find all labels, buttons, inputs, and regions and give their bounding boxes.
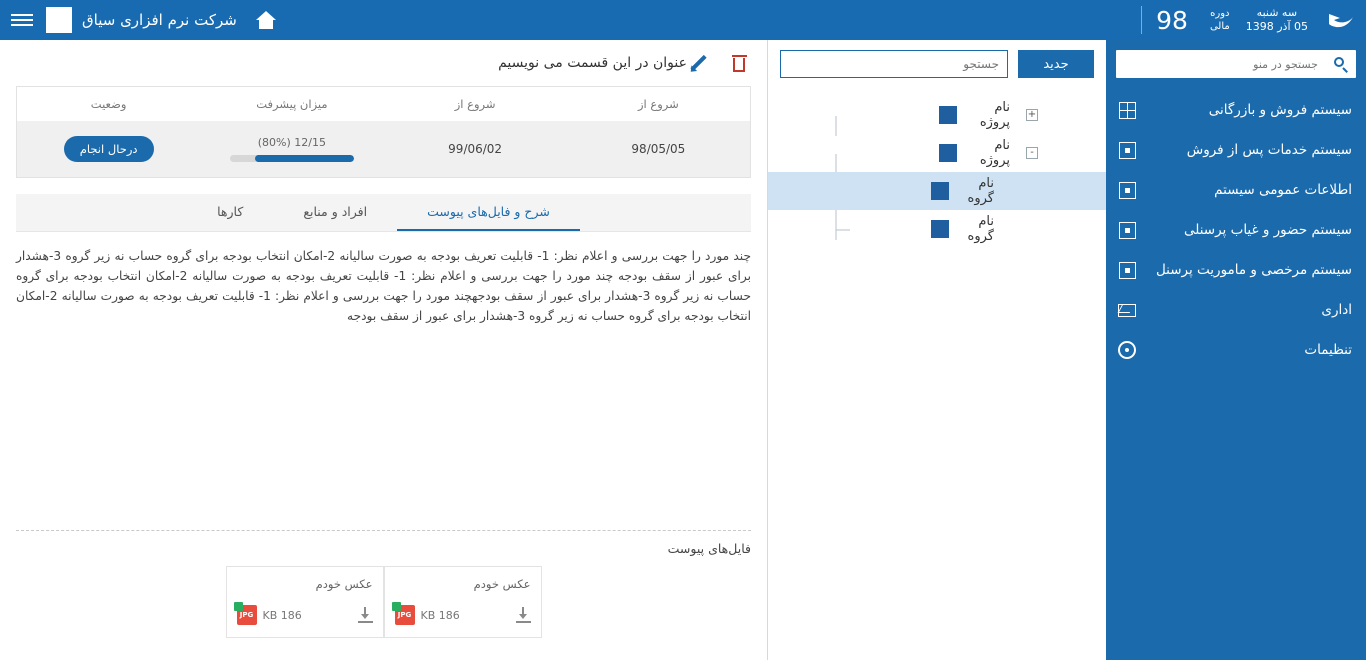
description-text: چند مورد را جهت بررسی و اعلام نظر: 1- قابلیت تعریف بودجه به صورت سالیانه 2-امکان انتخاب بودجه برای گروه حساب نه زیر گروه 3-هشدار برای عبور از سقف بودجه چند مورد را جهت بررسی و اعلام نظر: 1- قابلیت تعریف بودجه به صورت سالیانه 2-امکان انتخاب بودجه برای گروه حساب نه زیر گروه 3-هشدار برای عبور از سقف بودجهچند مورد را جهت بررسی و اعلام نظر: 1- قابلیت تعریف بودجه به صورت سالیانه 2-امکان انتخاب بودجه برای گروه حساب نه زیر گروه 3-هشدار برای عبور از سقف بودجه (16, 249, 752, 323)
attachments-header (16, 530, 751, 556)
divider (1141, 6, 1142, 34)
brand-area (44, 0, 243, 40)
box-dot-icon (1116, 179, 1138, 201)
delete-button[interactable] (727, 51, 751, 75)
edit-button[interactable] (687, 51, 711, 75)
sidebar-item-label: اطلاعات عمومی سیستم (1214, 182, 1352, 198)
status-badge: درحال انجام (64, 136, 154, 162)
tree-item-label: نام پروژه (979, 100, 1010, 130)
jpg-file-icon: JPG (395, 605, 415, 625)
content-tabs (16, 194, 751, 232)
period-number: 98 (1156, 5, 1188, 35)
attachment-name: عکس خودم (473, 577, 531, 591)
tree-row[interactable] (768, 210, 1106, 248)
tree-item-label: نام پروژه (979, 138, 1010, 168)
top-bar (0, 0, 1366, 40)
tree-expand-toggle[interactable]: + (1027, 109, 1037, 120)
sidebar (1106, 40, 1366, 660)
brand-logo-icon (46, 7, 72, 33)
envelope-icon (1116, 299, 1138, 321)
tab-tasks[interactable]: کارها (217, 204, 244, 219)
tree-item-chip (939, 106, 957, 124)
hamburger-icon (11, 11, 33, 29)
tree-row[interactable] (768, 96, 1106, 134)
attachment-size: 186 KB (420, 608, 460, 622)
progress-cell (200, 136, 383, 162)
summary-body-row (17, 121, 750, 177)
attachment-list (16, 566, 751, 638)
pencil-icon (690, 54, 708, 72)
home-icon (255, 11, 277, 29)
sidebar-item-label: سیستم خدمات پس از فروش (1186, 142, 1352, 158)
period-line1: دوره (1210, 8, 1230, 19)
search-icon (1326, 50, 1356, 78)
tree-collapse-toggle[interactable]: - (1026, 147, 1038, 159)
attachment-card[interactable] (226, 566, 384, 638)
sidebar-search[interactable] (1116, 50, 1356, 78)
fiscal-period-label (1202, 7, 1238, 33)
tree-item-label: نام گروه (967, 214, 994, 244)
sidebar-search-input[interactable] (1116, 51, 1326, 77)
attachment-card[interactable] (384, 566, 542, 638)
app-logo (1316, 0, 1366, 40)
start-date-2: 99/06/02 (448, 142, 503, 156)
sidebar-item-leave-mission[interactable] (1106, 250, 1366, 290)
header-actions (687, 51, 751, 75)
sidebar-item-label: سیستم حضور و غیاب پرسنلی (1184, 222, 1352, 238)
date-weekday: سه شنبه (1256, 6, 1298, 19)
attachment-row (237, 605, 373, 625)
page-title: عنوان در این قسمت می نویسیم (498, 55, 687, 71)
sidebar-item-label: سیستم مرخصی و ماموریت پرسنل (1155, 262, 1352, 278)
period-date-group (1141, 0, 1316, 40)
sidebar-item-attendance[interactable] (1106, 210, 1366, 250)
column-header-progress: میزان پیشرفت (256, 97, 328, 111)
tree-item-chip (939, 144, 957, 162)
project-tree (768, 88, 1106, 248)
sidebar-item-administrative[interactable] (1106, 290, 1366, 330)
progress-fill (255, 155, 354, 162)
hamburger-menu-button[interactable] (0, 0, 44, 40)
summary-card (16, 86, 751, 178)
tree-item-chip (931, 220, 949, 238)
column-header-start-2: شروع از (454, 97, 496, 111)
period-line2: مالی (1209, 21, 1230, 32)
progress-label: 12/15 (80%) (257, 136, 326, 149)
tree-item-label: نام گروه (967, 176, 994, 206)
tree-item-chip (931, 182, 949, 200)
tree-search-input[interactable] (781, 51, 1007, 77)
home-button[interactable] (243, 0, 289, 40)
status-cell (17, 136, 200, 162)
start-date-1: 98/05/05 (631, 142, 686, 156)
box-dot-icon (1116, 259, 1138, 281)
tree-toolbar (768, 40, 1106, 88)
download-icon[interactable] (516, 607, 531, 623)
download-icon[interactable] (358, 607, 373, 623)
sidebar-item-after-sales[interactable] (1106, 130, 1366, 170)
sidebar-item-label: تنظیمات (1304, 342, 1352, 358)
box-dot-icon (1116, 139, 1138, 161)
jpg-file-icon: JPG (237, 605, 257, 625)
trash-icon (732, 55, 747, 72)
attachment-size: 186 KB (262, 608, 302, 622)
current-date (1238, 6, 1316, 34)
grid-icon (1116, 99, 1138, 121)
attachment-meta (395, 605, 460, 625)
brand-title: شرکت نرم افزاری سیاق (82, 11, 237, 29)
box-dot-icon (1116, 219, 1138, 241)
sidebar-menu (1106, 90, 1366, 370)
tree-row[interactable] (768, 134, 1106, 172)
attachment-row (395, 605, 531, 625)
attachments-title: فایل‌های پیوست (667, 541, 751, 556)
sidebar-item-label: سیستم فروش و بازرگانی (1208, 102, 1352, 118)
tree-row-selected[interactable] (768, 172, 1106, 210)
sidebar-item-sales[interactable] (1106, 90, 1366, 130)
project-tree-panel (767, 40, 1106, 660)
gear-icon (1116, 339, 1138, 361)
column-header-start-1: شروع از (637, 97, 679, 111)
sidebar-item-settings[interactable] (1106, 330, 1366, 370)
attachment-name: عکس خودم (315, 577, 373, 591)
date-value: 05 آذر 1398 (1245, 20, 1308, 33)
sidebar-item-label: اداری (1321, 302, 1352, 318)
content-header (0, 40, 767, 86)
progress-bar (230, 155, 354, 162)
attachments-section (16, 530, 751, 638)
column-header-status: وضعیت (90, 97, 127, 111)
attachment-meta (237, 605, 302, 625)
tree-search[interactable] (780, 50, 1008, 78)
sidebar-item-general-info[interactable] (1106, 170, 1366, 210)
app-logo-icon (1327, 7, 1355, 33)
main-content (0, 40, 767, 660)
new-button[interactable]: جدید (1018, 50, 1094, 78)
tab-description-attachments[interactable]: شرح و فایل‌های پیوست (397, 194, 580, 231)
tab-people-resources[interactable]: افراد و منابع (303, 204, 368, 219)
summary-header-row (17, 87, 750, 121)
